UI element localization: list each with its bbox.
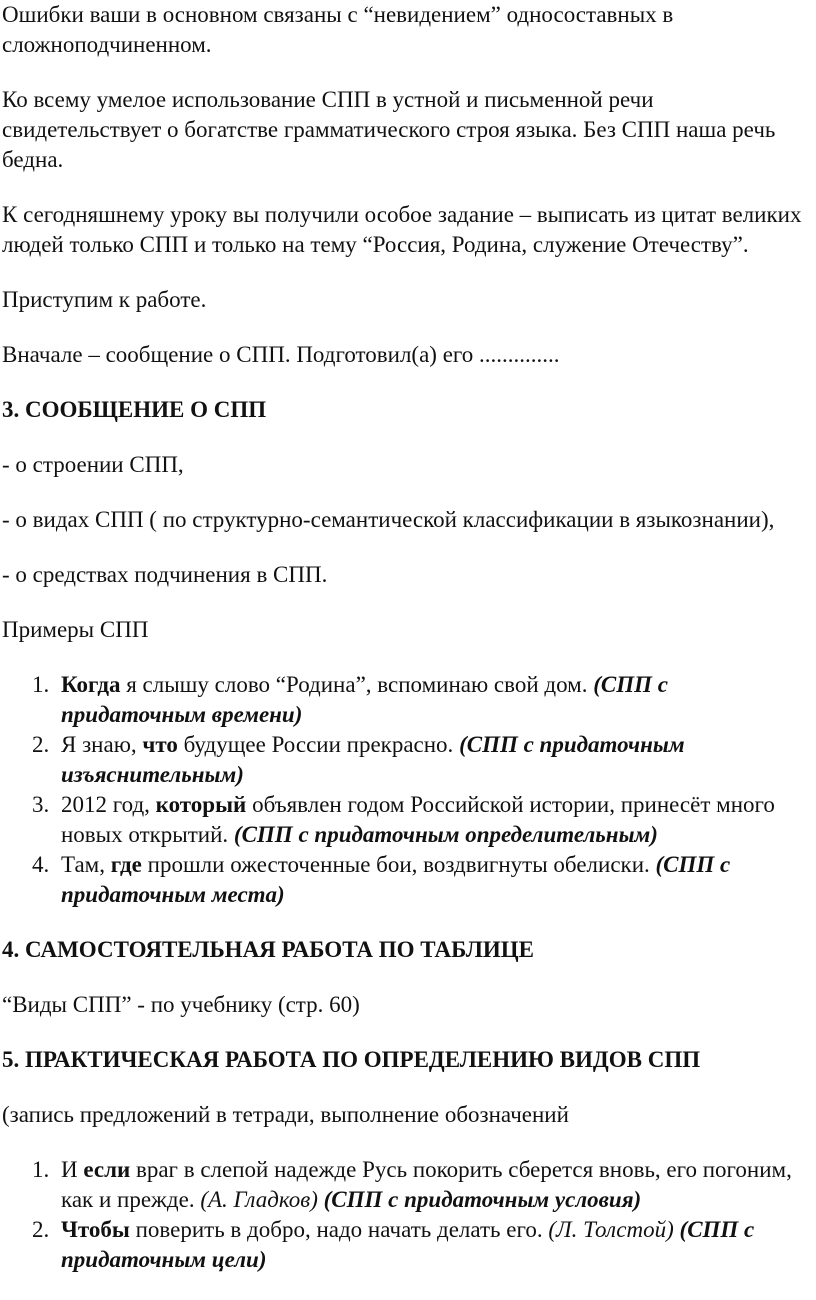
practice-item [2, 1215, 807, 1275]
practice-note: (СПП с придаточным условия) [317, 1187, 642, 1212]
example-note: (СПП с придаточным места) [61, 852, 731, 907]
intro-paragraph-2: Ко всему умелое использование СПП в устной и письменной речи свидетельствует о богатстве грамматического строя языка. Без СПП наша речь бедна. [2, 87, 776, 172]
example-text: будущее России прекрасно. [177, 732, 460, 757]
example-text: я слышу слово “Родина”, вспоминаю свой дом. [120, 672, 594, 697]
practice-list [2, 1155, 807, 1275]
examples-list [2, 670, 807, 910]
conjunction: Чтобы [61, 1217, 130, 1242]
practice-pre: И [61, 1157, 84, 1182]
section-5-heading: 5. ПРАКТИЧЕСКАЯ РАБОТА ПО ОПРЕДЕЛЕНИЮ ВИДОВ СПП [2, 1047, 701, 1072]
practice-author: (А. Гладков) [200, 1187, 318, 1212]
section-3-point-3: - о средствах подчинения в СПП. [2, 562, 328, 587]
intro-paragraph-1: Ошибки ваши в основном связаны с “невидением” односоставных в сложноподчиненном. [2, 2, 674, 57]
example-item [2, 670, 807, 730]
example-pre: 2012 год, [61, 792, 156, 817]
intro-paragraph-5: Вначале – сообщение о СПП. Подготовил(а) его .............. [2, 342, 560, 367]
intro-paragraph-4: Приступим к работе. [2, 287, 207, 312]
intro-paragraph-3: К сегодняшнему уроку вы получили особое задание – выписать из цитат великих людей только СПП и только на тему “Россия, Родина, служение Отечеству”. [2, 202, 802, 257]
conjunction: который [155, 792, 247, 817]
practice-note: (СПП с придаточным цели) [61, 1217, 755, 1272]
list-number: 4. [32, 852, 50, 877]
practice-item [2, 1155, 807, 1215]
example-note: (СПП с придаточным изъяснительным) [61, 732, 685, 787]
example-pre: Я знаю, [61, 732, 143, 757]
section-4-heading: 4. САМОСТОЯТЕЛЬНАЯ РАБОТА ПО ТАБЛИЦЕ [2, 937, 534, 962]
list-number: 2. [32, 1217, 50, 1242]
list-number: 1. [32, 1157, 50, 1182]
section-3-heading: 3. СООБЩЕНИЕ О СПП [2, 397, 267, 422]
conjunction: Когда [61, 672, 121, 697]
practice-author: (Л. Толстой) [548, 1217, 674, 1242]
practice-text: поверить в добро, надо начать делать его. [129, 1217, 549, 1242]
section-3-point-2: - о видах СПП ( по структурно-семантической классификации в языкознании), [2, 507, 775, 532]
section-4-text: “Виды СПП” - по учебнику (стр. 60) [2, 992, 360, 1017]
list-number: 1. [32, 672, 50, 697]
conjunction: где [110, 852, 142, 877]
example-pre: Там, [61, 852, 111, 877]
practice-text: враг в слепой надежде Русь покорить сберется вновь, его погоним, как и прежде. [61, 1157, 792, 1212]
example-text: объявлен годом Российской истории, принесёт много новых открытий. [61, 792, 775, 847]
document-page [2, 0, 807, 1300]
list-number: 3. [32, 792, 50, 817]
examples-label: Примеры СПП [2, 617, 149, 642]
example-text: прошли ожесточенные бои, воздвигнуты обелиски. [141, 852, 656, 877]
conjunction: что [142, 732, 178, 757]
list-number: 2. [32, 732, 50, 757]
example-note: (СПП с придаточным времени) [61, 672, 668, 727]
section-3-point-1: - о строении СПП, [2, 452, 184, 477]
example-item [2, 850, 807, 910]
example-item [2, 790, 807, 850]
example-item [2, 730, 807, 790]
conjunction: если [83, 1157, 131, 1182]
example-note: (СПП с придаточным определительным) [233, 822, 658, 847]
section-5-text: (запись предложений в тетради, выполнение обозначений [2, 1102, 569, 1127]
